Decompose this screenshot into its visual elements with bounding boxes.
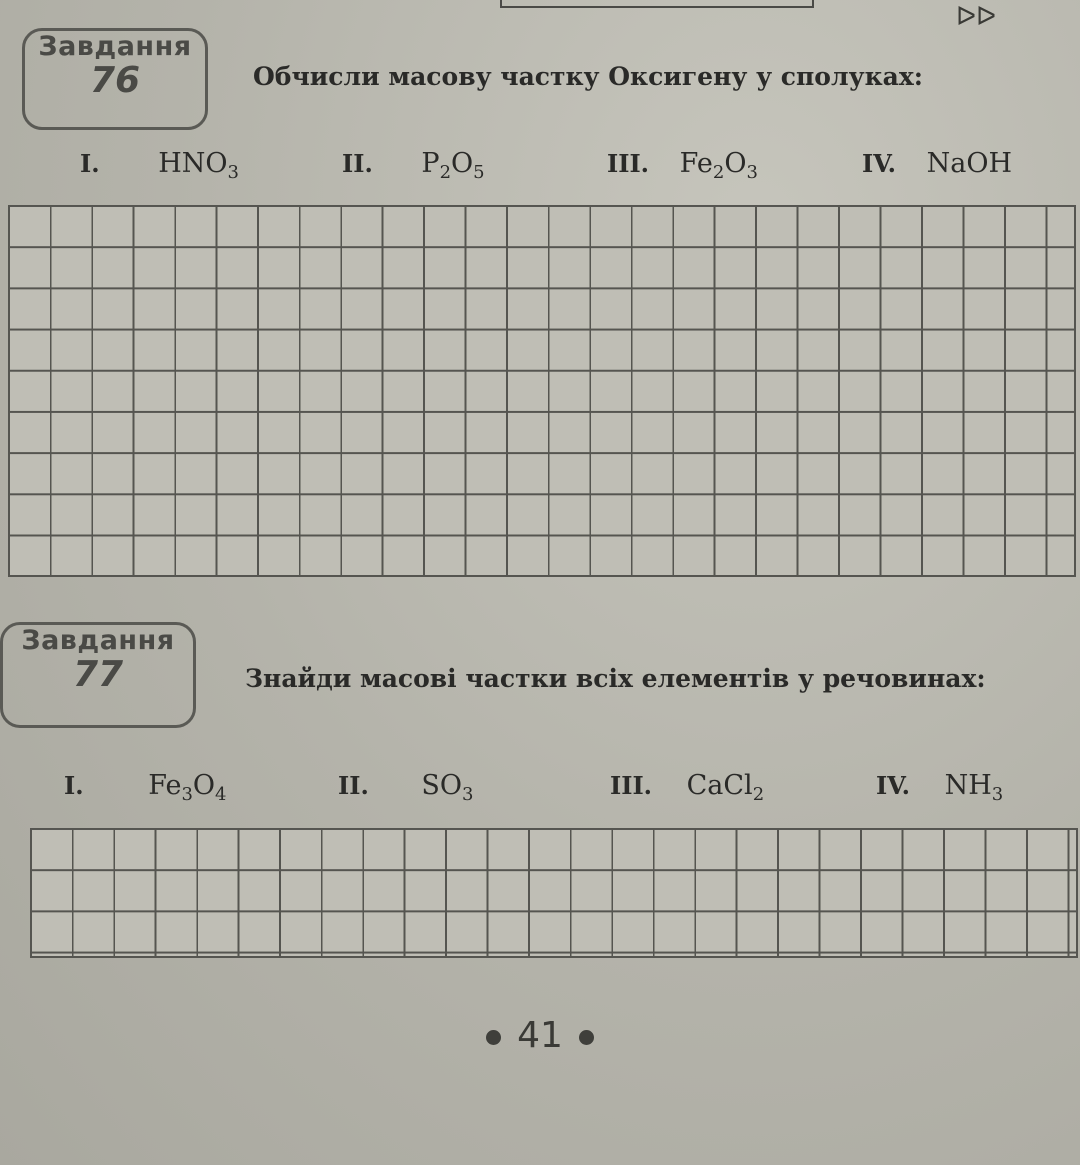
task-77-title: Знайди масові частки всіх елементів у речовинах: <box>245 664 986 693</box>
bullet-dot-icon <box>486 1030 501 1045</box>
task-77-label: Завдання <box>21 625 175 656</box>
formula-item <box>610 770 765 805</box>
formula-item <box>338 770 474 805</box>
roman-numeral: III. <box>610 771 653 800</box>
chemical-formula: $SO_3$ <box>421 770 474 805</box>
formula-item <box>64 770 227 805</box>
task-76-badge <box>22 28 208 130</box>
task-77-formulas <box>0 770 1080 810</box>
task-76-number: 76 <box>89 60 141 101</box>
task-76-formulas <box>0 148 1080 188</box>
roman-numeral: IV. <box>862 149 897 178</box>
roman-numeral: IV. <box>876 771 911 800</box>
answer-grid-77[interactable] <box>30 828 1078 958</box>
formula-item <box>80 148 239 183</box>
roman-numeral: I. <box>64 771 84 800</box>
task-77-badge <box>0 622 196 728</box>
chemical-formula: $NH_3$ <box>944 770 1004 805</box>
page-number-footer <box>0 1015 1080 1056</box>
chemical-formula: $Fe_2O_3$ <box>679 148 758 183</box>
chemical-formula: NaOH <box>926 148 1013 179</box>
task-76-label: Завдання <box>38 31 192 62</box>
roman-numeral: III. <box>607 149 650 178</box>
chemical-formula: $HNO_3$ <box>158 148 239 183</box>
formula-item <box>342 148 485 183</box>
formula-item <box>876 770 1004 805</box>
roman-numeral: II. <box>338 771 369 800</box>
chemical-formula: CaCl$_2$ <box>686 770 765 805</box>
formula-item <box>607 148 758 183</box>
chemical-formula: $P_2O_5$ <box>421 148 485 183</box>
answer-grid-76[interactable] <box>8 205 1076 577</box>
formula-item <box>862 148 1012 179</box>
roman-numeral: I. <box>80 149 100 178</box>
chemical-formula: $Fe_3O_4$ <box>148 770 227 805</box>
task-77-number: 77 <box>72 654 124 695</box>
page-number: 41 <box>517 1015 563 1056</box>
corner-mark: ᐅᐅ <box>956 2 996 32</box>
page-edge <box>500 0 814 8</box>
task-76-title: Обчисли масову частку Оксигену у сполуках: <box>253 62 923 91</box>
roman-numeral: II. <box>342 149 373 178</box>
bullet-dot-icon <box>579 1030 594 1045</box>
